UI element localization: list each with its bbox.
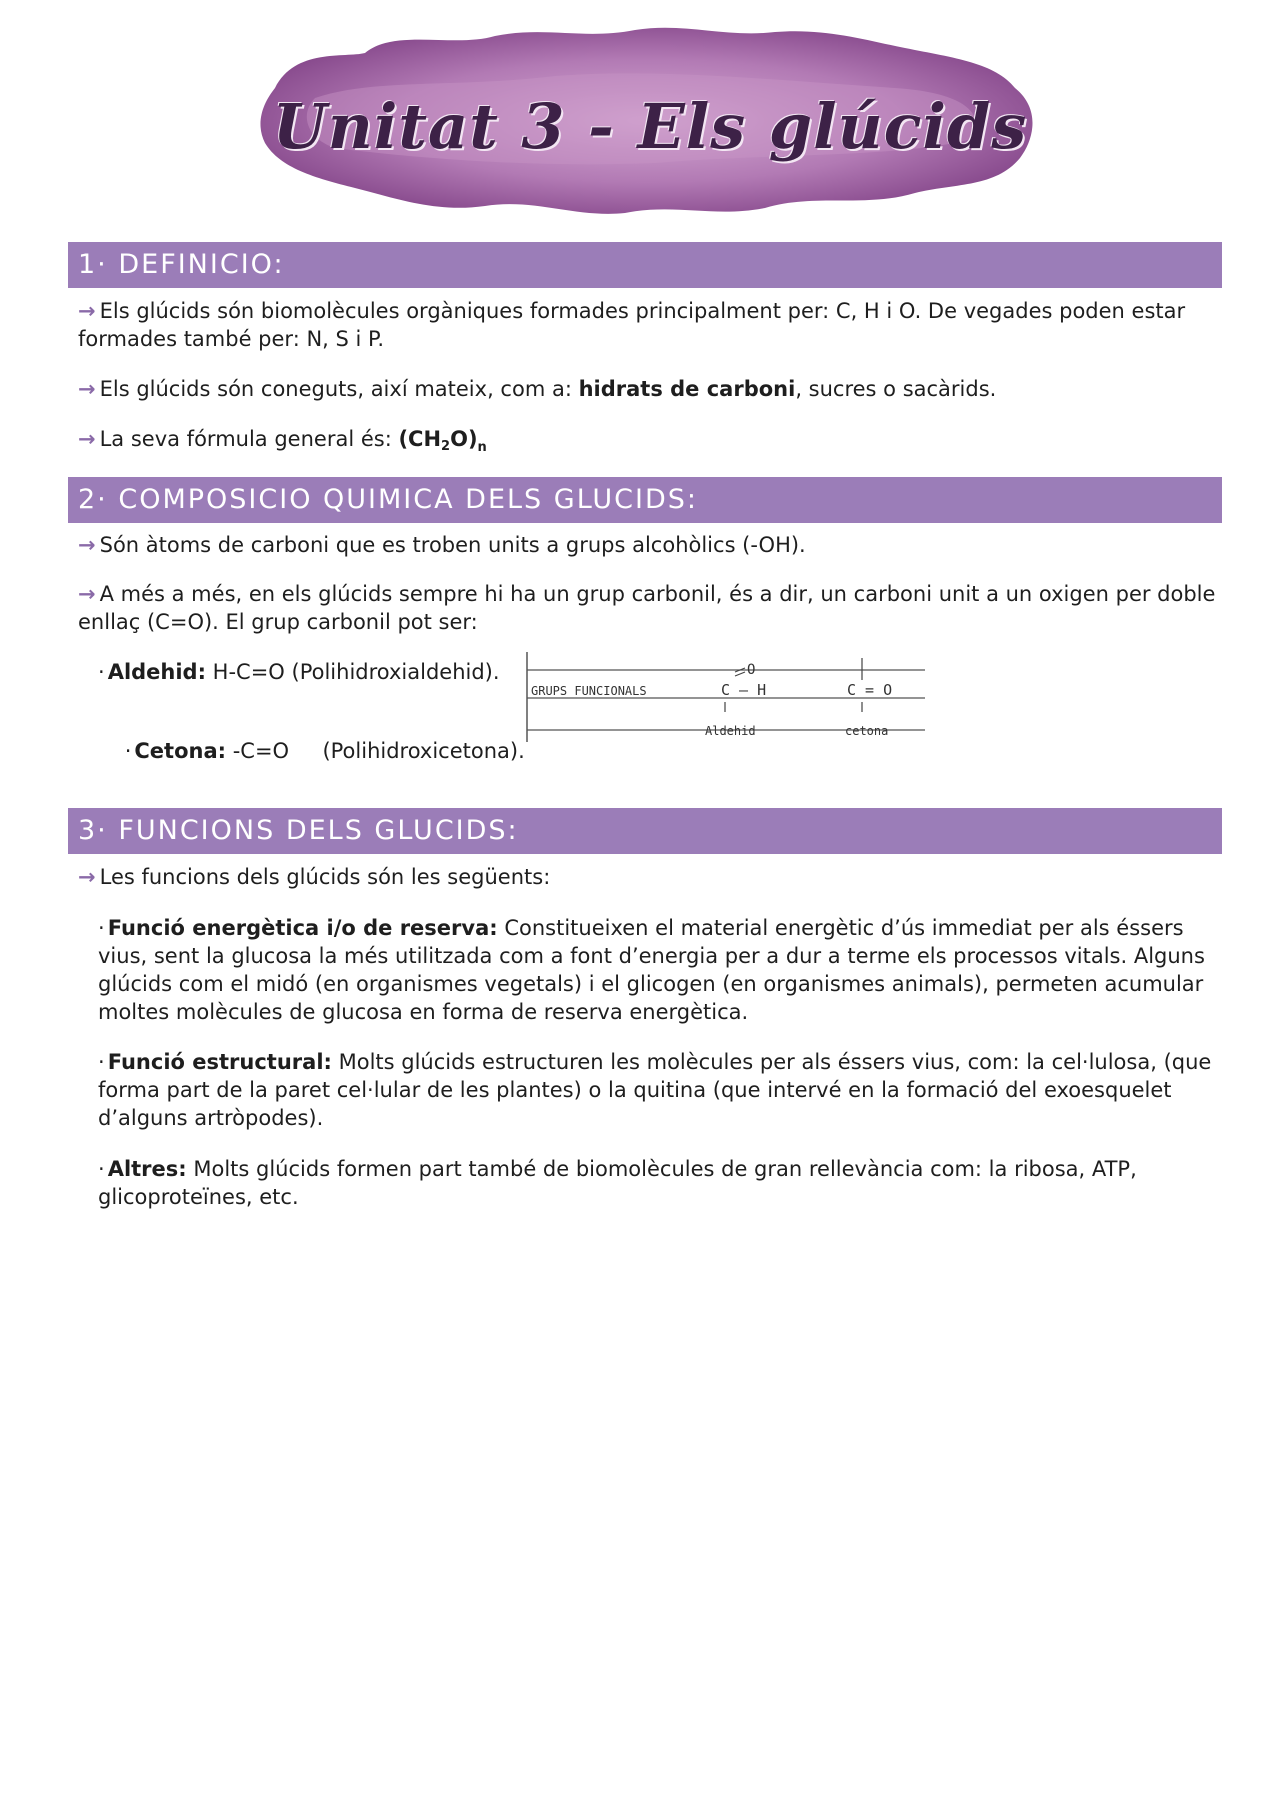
right-arrow-icon: → [78,299,96,323]
s1-p2-pre: Els glúcids són coneguts, així mateix, com a: [99,377,579,401]
s2-paragraph-2 [78,580,1218,636]
function-energetic-item: · Funció energètica i/o de reserva: Constitueixen el material energètic d’ús immediat per als éssers vius, sent la glucosa la més utilitzada com a font d’energia per a dur a terme els processos vitals. Alguns glúcids com el midó (en organismes vegetals) i el glicogen (en organismes animals), permeten acumular moltes molècules de glucosa en forma de reserva energètica. [98,916,1205,1024]
function-other-label: Altres: [107,1157,187,1181]
s1-p2-bold: hidrats de carboni [578,377,796,401]
formula-part-b: O) [450,427,478,451]
function-structural-label: Funció estructural: [107,1050,332,1074]
right-arrow-icon: → [78,533,96,557]
general-formula [398,427,487,455]
cetona-caption: cetona [845,724,889,738]
s1-p1-text: Els glúcids són biomolècules orgàniques formades principalment per: C, H i O. De vegades poden estar formades també per: N, S i P. [78,299,1186,351]
section-3-header: 3· FUNCIONS DELS GLUCIDS: [68,808,1222,854]
right-arrow-icon: → [78,427,96,451]
function-other-item: · Altres: Molts glúcids formen part també de biomolècules de gran rellevància com: la ribosa, ATP, glicoproteïnes, etc. [98,1157,1137,1209]
section-2-header: 2· COMPOSICIO QUIMICA DELS GLUCIDS: [68,477,1222,523]
section-1-header: 1· DEFINICIO: [68,242,1222,288]
function-structural-item: · Funció estructural: Molts glúcids estructuren les molècules per als éssers vius, com: la cel·lulosa, (que forma part de la paret cel·lular de les plantes) o la quitina (que intervé en la formació del exoesquelet d’alguns artròpodes). [98,1050,1212,1130]
function-energetic-label: Funció energètica i/o de reserva: [107,916,498,940]
s1-p3-pre: La seva fórmula general és: [99,427,399,451]
formula-part-a: (CH [398,427,442,451]
functional-groups-diagram [525,650,930,745]
title-banner [255,18,1045,228]
functional-groups-svg [525,650,930,745]
function-energetic-text: Constitueixen el material energètic d’ús immediat per als éssers vius, sent la glucosa la més utilitzada com a font d’energia per a dur a terme els processos vitals. Alguns glúcids com el midó (en organismes vegetals) i el glicogen (en organismes animals), permeten acumular moltes molècules de glucosa en forma de reserva energètica. [98,916,1205,1024]
function-structural-text: Molts glúcids estructuren les molècules per als éssers vius, com: la cel·lulosa, (que forma part de la paret cel·lular de les plantes) o la quitina (que intervé en la formació del exoesquelet d’alguns artròpodes). [98,1050,1212,1130]
function-other-text: Molts glúcids formen part també de biomolècules de gran rellevància com: la ribosa, ATP, glicoproteïnes, etc. [98,1157,1137,1209]
aldehid-item: · Aldehid: H-C=O (Polihidroxialdehid). [98,660,500,684]
diagram-label: GRUPS FUNCIONALS [531,684,647,698]
aldehid-formula: C – H [721,681,767,699]
aldehid-text: H-C=O (Polihidroxialdehid). [206,660,500,684]
formula-subscript: 2 [441,439,451,454]
s1-paragraph-1 [78,297,1218,353]
cetona-formula: C = O [847,681,893,699]
right-arrow-icon: → [78,377,96,401]
cetona-label: Cetona: [134,739,227,763]
s1-p2-post: , sucres o sacàrids. [795,377,997,401]
s2-p1-text: Són àtoms de carboni que es troben units a grups alcohòlics (-OH). [99,533,806,557]
right-arrow-icon: → [78,582,96,606]
s2-paragraph-1 [78,531,1218,559]
s3-intro [78,863,1218,891]
s2-p2-text: A més a més, en els glúcids sempre hi ha un grup carbonil, és a dir, un carboni unit a un oxigen per doble enllaç (C=O). El grup carbonil pot ser: [78,582,1216,634]
aldehid-caption: Aldehid [705,724,756,738]
formula-n: n [477,440,487,455]
aldehid-oxygen: O [747,662,756,678]
aldehid-label: Aldehid: [107,660,206,684]
s1-paragraph-2 [78,375,1218,403]
right-arrow-icon: → [78,865,96,889]
cetona-item: · Cetona: -C=O (Polihidroxicetona). [124,739,525,763]
s3-intro-text: Les funcions dels glúcids són les següents: [99,865,551,889]
s1-paragraph-3 [78,425,1218,462]
cetona-text: -C=O (Polihidroxicetona). [226,739,525,763]
page-title: Unitat 3 - Els glúcids [272,90,1028,163]
